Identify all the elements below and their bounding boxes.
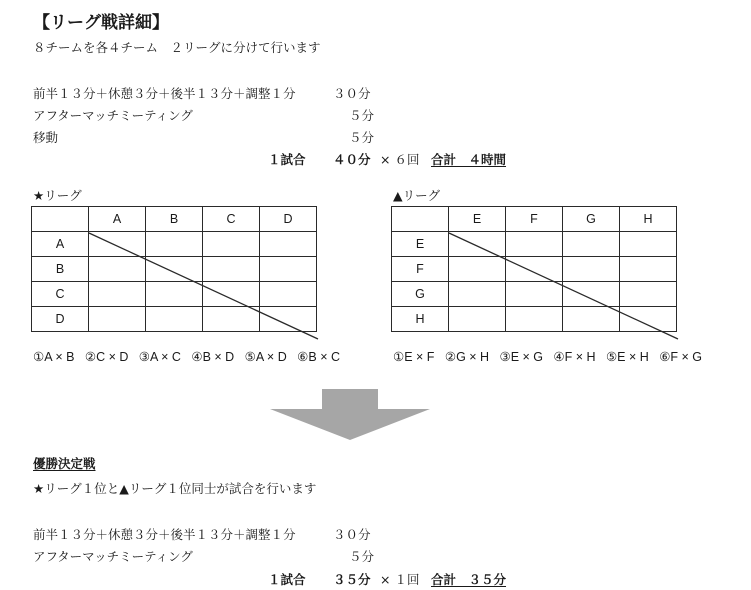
- column-header: B: [146, 207, 203, 232]
- schedule-item-match-label: 前半１３分＋休憩３分＋後半１３分＋調整１分: [33, 86, 296, 101]
- row-header: B: [32, 257, 89, 282]
- corner-cell: [32, 207, 89, 232]
- final-schedule-match-label: 前半１３分＋休憩３分＋後半１３分＋調整１分: [33, 527, 296, 542]
- column-header: G: [563, 207, 620, 232]
- final-summary-value: ３５分: [333, 572, 371, 587]
- row-header: A: [32, 232, 89, 257]
- match: ⑤E × H: [605, 350, 649, 364]
- column-header: H: [620, 207, 677, 232]
- row-header: D: [32, 307, 89, 332]
- league-a-title: ★リーグ: [33, 188, 82, 203]
- final-heading: 優勝決定戦: [33, 456, 96, 471]
- match: ①A × B: [33, 350, 75, 364]
- final-summary-times: × １回: [380, 572, 420, 587]
- match: ④B × D: [191, 350, 235, 364]
- schedule-item-match-value: ３０分: [333, 86, 371, 101]
- column-header: D: [260, 207, 317, 232]
- row-header: E: [392, 232, 449, 257]
- match: ②G × H: [444, 350, 490, 364]
- column-header: F: [506, 207, 563, 232]
- summary-label: １試合: [268, 152, 306, 167]
- match: ①E × F: [393, 350, 435, 364]
- league-b-matches: [393, 349, 702, 364]
- league-b-table: [391, 206, 677, 332]
- final-schedule-meeting-value: ５分: [349, 549, 375, 564]
- column-header: C: [203, 207, 260, 232]
- page-title: 【リーグ戦詳細】: [33, 13, 169, 33]
- match: ③A × C: [138, 350, 181, 364]
- match: ③E × G: [499, 350, 543, 364]
- match: ⑤A × D: [244, 350, 287, 364]
- final-description: ★リーグ１位と▲リーグ１位同士が試合を行います: [33, 481, 317, 496]
- row-header: F: [392, 257, 449, 282]
- summary-total: 合計 ４時間: [431, 152, 507, 167]
- row-header: C: [32, 282, 89, 307]
- down-arrow-icon: [270, 389, 432, 441]
- league-a-matches: [33, 349, 340, 364]
- row-header: G: [392, 282, 449, 307]
- summary-value: ４０分: [333, 152, 371, 167]
- column-header: A: [89, 207, 146, 232]
- summary-times: × ６回: [380, 152, 420, 167]
- schedule-item-move-value: ５分: [349, 130, 375, 145]
- column-header: E: [449, 207, 506, 232]
- intro-text: ８チームを各４チーム ２リーグに分けて行います: [33, 40, 321, 55]
- final-schedule-meeting-label: アフターマッチミーティング: [33, 549, 193, 564]
- schedule-item-move-label: 移動: [33, 130, 59, 145]
- match: ④F × H: [553, 350, 596, 364]
- match: ②C × D: [84, 350, 129, 364]
- league-b-title: ▲リーグ: [393, 188, 441, 203]
- final-schedule-match-value: ３０分: [333, 527, 371, 542]
- final-summary-total: 合計 ３５分: [431, 572, 507, 587]
- match: ⑥B × C: [297, 350, 340, 364]
- match: ⑥F × G: [659, 350, 703, 364]
- schedule-item-meeting-value: ５分: [349, 108, 375, 123]
- row-header: H: [392, 307, 449, 332]
- corner-cell: [392, 207, 449, 232]
- schedule-item-meeting-label: アフターマッチミーティング: [33, 108, 193, 123]
- league-a-table: [31, 206, 317, 332]
- final-summary-label: １試合: [268, 572, 306, 587]
